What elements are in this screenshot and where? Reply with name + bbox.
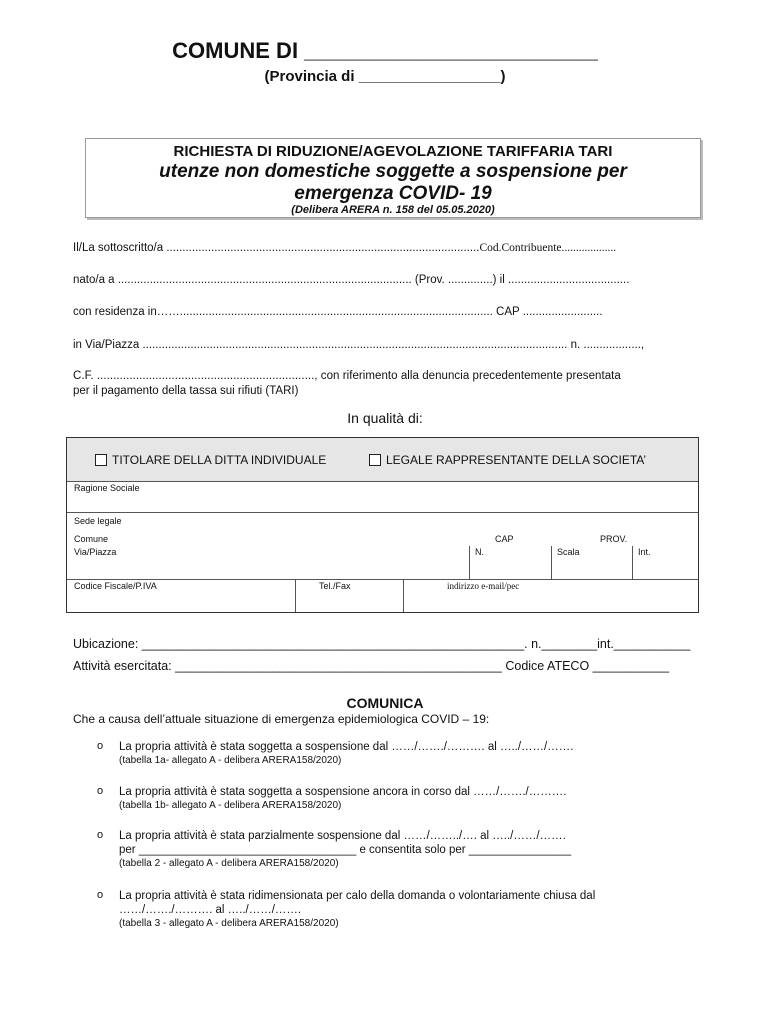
tel-fax-label: Tel./Fax	[319, 581, 351, 591]
applicant-name-line[interactable]	[73, 242, 698, 254]
item-reference: (tabella 3 - allegato A - delibera ARERA158/2020)	[119, 918, 339, 929]
item-text: La propria attività è stata ridimensionata per calo della domanda o volontariamente chiusa dal	[119, 890, 596, 902]
divider	[403, 580, 404, 612]
list-item[interactable]	[97, 829, 697, 871]
list-item[interactable]	[97, 740, 697, 768]
codice-fiscale-label: Codice Fiscale/P.IVA	[74, 581, 157, 591]
company-details-table	[66, 437, 699, 613]
bullet-icon[interactable]: o	[97, 740, 104, 752]
email-label: indirizzo e-mail/pec	[447, 581, 520, 591]
item-reference: (tabella 1a- allegato A - delibera ARERA158/2020)	[119, 755, 342, 766]
role-selection-row	[67, 438, 698, 482]
scala-label: Scala	[557, 547, 580, 557]
via-label: Via/Piazza	[74, 547, 117, 557]
delibera-reference: (Delibera ARERA n. 158 del 05.05.2020)	[291, 204, 495, 216]
attivita-line[interactable]: Attività esercitata: _______________________________________________ Codice ATECO ___________	[73, 659, 670, 673]
form-title: RICHIESTA DI RIDUZIONE/AGEVOLAZIONE TARIFFARIA TARI	[173, 143, 613, 160]
list-item[interactable]	[97, 785, 697, 813]
divider	[632, 546, 633, 580]
comune-label: Comune	[74, 534, 109, 544]
item-text: La propria attività è stata parzialmente sospensione dal ……/……../…. al …../……/…….	[119, 830, 566, 842]
ragione-sociale-label: Ragione Sociale	[74, 483, 140, 493]
option-legale-label: LEGALE RAPPRESENTANTE DELLA SOCIETA’	[386, 453, 647, 467]
cf-line[interactable]: C.F. ..................................................................., con riferimento alla denuncia precedentemente presentata	[73, 370, 621, 382]
bullet-icon[interactable]: o	[97, 785, 104, 797]
item-reference: (tabella 2 - allegato A - delibera ARERA158/2020)	[119, 858, 339, 869]
cap-label: CAP	[495, 534, 514, 544]
birth-line[interactable]: nato/a a ............................................................................................ (Prov. ..............) il ......................................	[73, 274, 630, 286]
option-legale-rappresentante[interactable]	[369, 453, 646, 467]
form-subtitle-2: emergenza COVID- 19	[294, 183, 492, 204]
form-subtitle-1: utenze non domestiche soggette a sospensione per	[159, 161, 627, 182]
province-line: (Provincia di _________________)	[264, 68, 506, 85]
item-text: La propria attività è stata soggetta a sospensione ancora in corso dal ……/……./……….	[119, 786, 567, 798]
divider	[469, 546, 470, 580]
prov-label: PROV.	[600, 534, 628, 544]
residence-line[interactable]: con residenza in…….................................................................................................. CAP .........................	[73, 306, 603, 318]
ragione-sociale-field[interactable]	[67, 482, 698, 513]
page-title: COMUNE DI ________________________	[172, 38, 598, 63]
tari-line: per il pagamento della tassa sui rifiuti (TARI)	[73, 385, 299, 397]
form-title-box	[85, 138, 701, 218]
checkbox-icon[interactable]	[95, 454, 107, 466]
item-text: La propria attività è stata soggetta a sospensione dal ……/……./………. al …../……/…….	[119, 741, 574, 753]
in-qualita-heading: In qualità di:	[347, 410, 423, 426]
item-text: ……/……./………. al …../……/…….	[119, 904, 302, 916]
checkbox-icon[interactable]	[369, 454, 381, 466]
divider	[295, 580, 296, 612]
bullet-icon[interactable]: o	[97, 889, 104, 901]
address-line[interactable]: in Via/Piazza ..................................................................................................................................... n. ..................,	[73, 339, 645, 351]
item-text: per __________________________________ e consentita solo per ________________	[119, 844, 572, 856]
sede-legale-label: Sede legale	[74, 516, 122, 526]
bullet-icon[interactable]: o	[97, 829, 104, 841]
item-reference: (tabella 1b- allegato A - delibera ARERA158/2020)	[119, 800, 342, 811]
n-label: N.	[475, 547, 484, 557]
ubicazione-line[interactable]: Ubicazione: _______________________________________________________. n.________int.___________	[73, 637, 691, 651]
sede-legale-field[interactable]	[67, 513, 698, 546]
divider	[551, 546, 552, 580]
contact-row[interactable]	[67, 580, 698, 612]
via-row[interactable]	[67, 546, 698, 580]
comunica-heading: COMUNICA	[346, 695, 424, 711]
option-titolare-label: TITOLARE DELLA DITTA INDIVIDUALE	[112, 453, 327, 467]
int-label: Int.	[638, 547, 651, 557]
comunica-intro: Che a causa dell’attuale situazione di emergenza epidemiologica COVID – 19:	[73, 712, 490, 726]
list-item[interactable]	[97, 889, 697, 931]
cod-contribuente-label: Cod.Contribuente...................	[479, 242, 617, 254]
applicant-name-label: Il/La sottoscritto/a ..................................................................................................	[73, 242, 480, 254]
option-titolare[interactable]	[95, 453, 326, 467]
